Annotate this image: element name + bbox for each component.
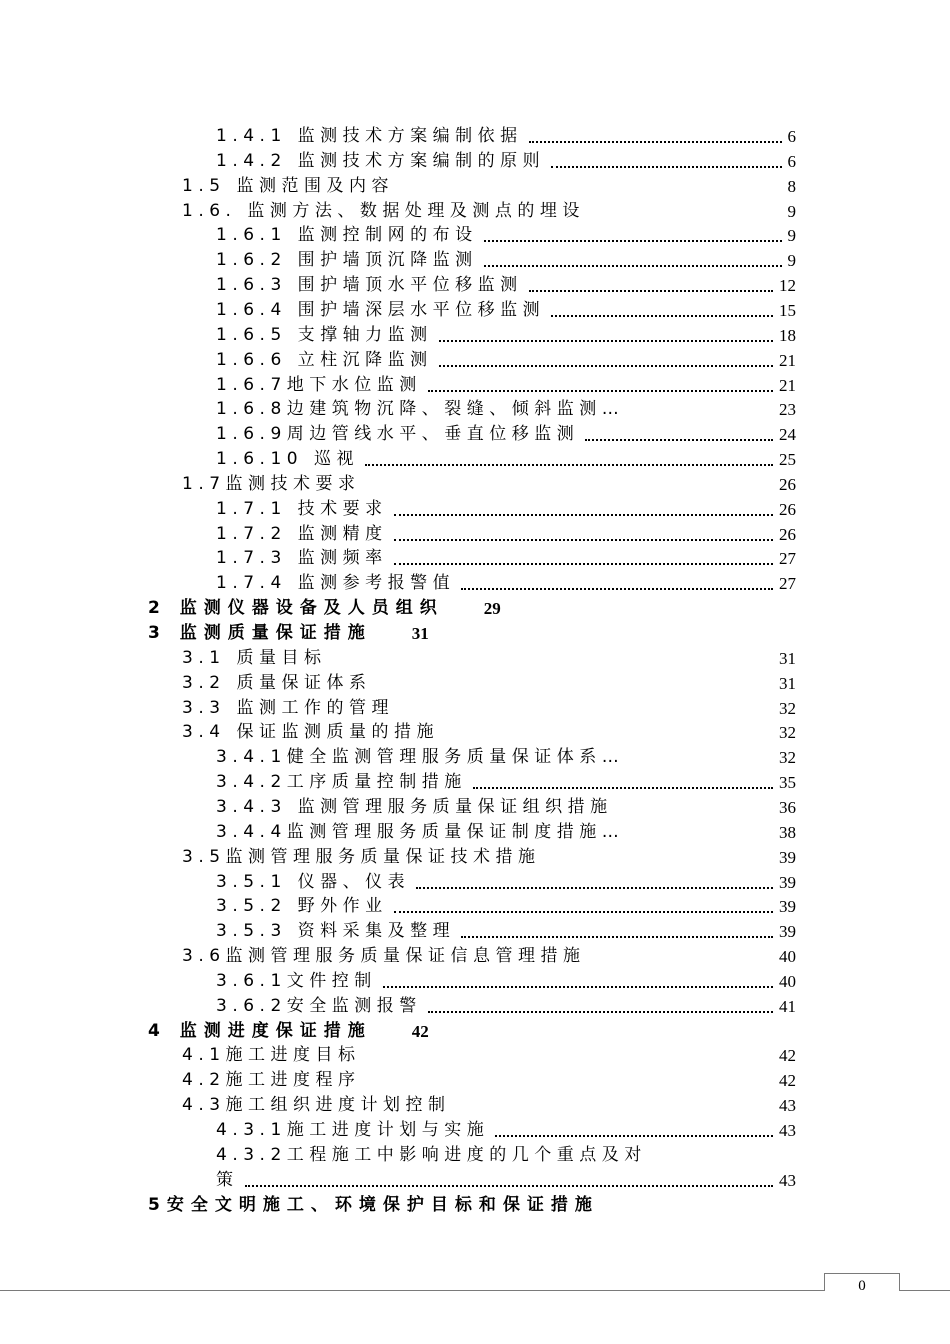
dot-leader: [377, 689, 773, 690]
toc-entry-page: 40: [779, 971, 796, 991]
dot-leader: [428, 389, 773, 392]
toc-entry-page: 6: [787, 151, 796, 171]
dot-leader: [400, 714, 773, 715]
toc-entry[interactable]: [182, 472, 796, 497]
toc-entry-title: 1.6.5 支撑轴力监测: [216, 324, 433, 345]
toc-entry[interactable]: [216, 745, 796, 770]
toc-entry-page: 9: [787, 226, 796, 246]
dot-leader: [245, 1184, 774, 1187]
toc-entry-title: 4.3施工组织进度计划控制: [182, 1095, 451, 1116]
toc-entry-title: 1.6.9周边管线水平、垂直位移监测: [216, 424, 580, 445]
dot-leader: [547, 863, 773, 864]
toc-entry-page: 12: [779, 276, 796, 296]
toc-entry[interactable]: [216, 397, 796, 422]
toc-entry[interactable]: [182, 1043, 796, 1068]
dot-leader: [367, 1086, 773, 1087]
toc-entry-title: 3.6.1文件控制: [216, 970, 377, 991]
footer-rule: [0, 1290, 950, 1291]
dot-leader: [585, 438, 773, 441]
dot-leader: [484, 264, 782, 267]
toc-entry-title: 3.4.3 监测管理服务质量保证组织措施: [216, 796, 613, 817]
toc-entry-page: 21: [779, 375, 796, 395]
toc-entry-page: 40: [779, 947, 796, 967]
toc-entry-title: 4.3.2工程施工中影响进度的几个重点及对: [216, 1144, 647, 1165]
toc-entry-title: 3.4.2工序质量控制措施: [216, 772, 467, 793]
dot-leader: [416, 886, 773, 889]
toc-entry[interactable]: [216, 248, 796, 273]
toc-entry-page: 15: [779, 300, 796, 320]
toc-entry-page: 42: [411, 1021, 429, 1041]
toc-entry-title: 1.7监测技术要求: [182, 473, 361, 494]
page-number: 0: [858, 1278, 866, 1294]
toc-entry-title: 3.5.1 仪器、仪表: [216, 871, 411, 892]
page-number-box: [824, 1273, 900, 1294]
toc-entry[interactable]: [216, 770, 796, 795]
toc-entry-title: 1.6.2 围护墙顶沉降监测: [216, 250, 478, 271]
toc-entry-page: 32: [779, 748, 796, 768]
toc-entry[interactable]: [182, 1093, 796, 1118]
dot-leader: [653, 1161, 790, 1162]
dot-leader: [551, 314, 773, 317]
dot-leader: [529, 140, 782, 143]
toc-entry[interactable]: [216, 323, 796, 348]
dot-leader: [383, 985, 773, 988]
toc-entry[interactable]: [216, 124, 796, 149]
toc-entry-title: 3.2 质量保证体系: [182, 672, 372, 693]
toc-entry[interactable]: [216, 919, 796, 944]
toc-entry-page: 39: [779, 922, 796, 942]
toc-entry[interactable]: [148, 596, 501, 621]
toc-entry-page: 31: [779, 673, 796, 693]
dot-leader: [400, 192, 782, 193]
toc-entry-page: 39: [779, 872, 796, 892]
toc-entry[interactable]: [182, 696, 796, 721]
toc-entry-title: 1.6.6 立柱沉降监测: [216, 349, 433, 370]
toc-entry-page: 32: [779, 698, 796, 718]
toc-entry-page: 18: [779, 325, 796, 345]
toc-entry[interactable]: [216, 298, 796, 323]
toc-entry[interactable]: [148, 1019, 429, 1044]
toc-entry-page: 39: [779, 847, 796, 867]
toc-entry-title: 3.1 质量目标: [182, 647, 327, 668]
toc-entry-title: 1.4.1 监测技术方案编制依据: [216, 126, 523, 146]
toc-entry-title: 1.6.3 围护墙顶水平位移监测: [216, 275, 523, 296]
toc-entry[interactable]: [182, 1068, 796, 1093]
dot-leader: [630, 763, 773, 764]
dot-leader: [592, 962, 773, 963]
toc-entry[interactable]: [216, 969, 796, 994]
toc-entry-page: 26: [779, 499, 796, 519]
dot-leader: [484, 239, 782, 242]
toc-entry[interactable]: [216, 422, 796, 447]
toc-entry[interactable]: [216, 546, 796, 571]
dot-leader: [457, 1111, 773, 1112]
toc-entry-page: 36: [779, 797, 796, 817]
toc-entry[interactable]: [216, 447, 796, 472]
toc-entry-page: 43: [779, 1096, 796, 1116]
toc-entry[interactable]: [182, 174, 796, 199]
toc-entry[interactable]: [216, 795, 796, 820]
dot-leader: [439, 339, 773, 342]
toc-entry[interactable]: [182, 944, 796, 969]
toc-entry-page: 43: [779, 1121, 796, 1140]
toc-entry-page: 27: [779, 574, 796, 594]
toc-entry-page: 21: [779, 350, 796, 370]
toc-entry-page: 9: [787, 251, 796, 271]
toc-entry[interactable]: [148, 1193, 639, 1218]
toc-entry[interactable]: [216, 870, 796, 895]
toc-entry-title: 1.6. 监测方法、数据处理及测点的埋设: [182, 200, 585, 221]
toc-entry[interactable]: [216, 273, 796, 298]
toc-entry-page: 9: [787, 201, 796, 221]
toc-entry-page: 6: [787, 127, 796, 146]
toc-entry-title: 3 监测质量保证措施: [148, 623, 372, 643]
toc-entry-page: 23: [779, 400, 796, 420]
toc-entry-title: 1.6.10 巡视: [216, 449, 359, 470]
dot-leader: [394, 562, 773, 565]
dot-leader: [551, 165, 781, 168]
toc-entry-title: 4 监测进度保证措施: [148, 1020, 372, 1041]
dot-leader: [394, 910, 773, 913]
toc-entry[interactable]: [216, 373, 796, 398]
toc-entry-page: 31: [779, 648, 796, 668]
toc-entry-title: 3.4.1健全监测管理服务质量保证体系…: [216, 747, 625, 768]
toc-entry[interactable]: [216, 820, 796, 845]
toc-entry-title: 3.3 监测工作的管理: [182, 697, 394, 718]
toc-entry-title: 1.6.4 围护墙深层水平位移监测: [216, 299, 546, 320]
dot-leader: [619, 813, 773, 814]
toc-entry-page: 31: [411, 624, 429, 643]
dot-leader: [473, 786, 773, 789]
toc-entry-page: 26: [779, 524, 796, 544]
toc-entry-page: 35: [779, 773, 796, 793]
toc-entry-title: 1.6.8边建筑物沉降、裂缝、倾斜监测…: [216, 399, 625, 420]
toc-entry-title: 1.4.2 监测技术方案编制的原则: [216, 150, 546, 171]
toc-entry[interactable]: [182, 845, 796, 870]
toc-entry[interactable]: [216, 1143, 796, 1168]
toc-entry-title: 5安全文明施工、环境保护目标和保证措施: [148, 1194, 599, 1215]
toc-entry-title: 2 监测仪器设备及人员组织: [148, 598, 444, 619]
toc-entry-title: 1.6.1 监测控制网的布设: [216, 225, 478, 246]
dot-leader: [367, 490, 773, 491]
toc-entry[interactable]: [216, 571, 796, 596]
toc-entry-title: 4.1施工进度目标: [182, 1045, 361, 1066]
toc-entry-title: 3.4 保证监测质量的措施: [182, 722, 439, 743]
toc-entry-title: 1.7.2 监测精度: [216, 523, 388, 544]
toc-entry-page: 24: [779, 425, 796, 445]
toc-entry-page: 41: [779, 996, 796, 1016]
dot-leader: [394, 538, 773, 541]
toc-entry[interactable]: [216, 894, 796, 919]
toc-entry-title: 1.7.3 监测频率: [216, 548, 388, 569]
dot-leader: [365, 463, 773, 466]
toc-entry-title: 4.2施工进度程序: [182, 1070, 361, 1091]
dot-leader: [495, 1134, 773, 1137]
toc-entry[interactable]: [148, 621, 429, 646]
toc-entry[interactable]: [216, 1118, 796, 1143]
toc-entry-page: 27: [779, 549, 796, 569]
toc-entry[interactable]: [216, 149, 796, 174]
dot-leader: [332, 664, 773, 665]
toc-entry-title: 3.4.4监测管理服务质量保证制度措施…: [216, 821, 625, 842]
toc-entry-page: 39: [779, 897, 796, 917]
toc-entry-title: 3.5.2 野外作业: [216, 896, 388, 917]
toc-entry[interactable]: [182, 199, 796, 224]
toc-entry[interactable]: [182, 671, 796, 696]
toc-entry-page: 29: [483, 599, 501, 619]
dot-leader: [630, 415, 773, 416]
dot-leader: [445, 738, 773, 739]
dot-leader: [461, 935, 773, 938]
dot-leader: [394, 513, 773, 516]
dot-leader: [630, 838, 773, 839]
toc-entry[interactable]: [182, 646, 796, 671]
toc-entry-page: 26: [779, 474, 796, 494]
toc-entry-title: 1.6.7地下水位监测: [216, 374, 422, 395]
toc-entry[interactable]: [216, 522, 796, 547]
toc-entry[interactable]: [216, 348, 796, 373]
toc-entry-page: 25: [779, 450, 796, 470]
toc-entry[interactable]: [182, 720, 796, 745]
toc-entry-title: 3.6.2安全监测报警: [216, 995, 422, 1016]
dot-leader: [591, 217, 782, 218]
toc-entry-page: 32: [779, 723, 796, 743]
toc-entry-page: 38: [779, 822, 796, 842]
toc-entry-page: 43: [779, 1170, 796, 1190]
dot-leader: [461, 587, 773, 590]
dot-leader: [529, 289, 773, 292]
toc-entry-title: 3.5监测管理服务质量保证技术措施: [182, 846, 541, 867]
toc-entry-title: 1.7.1 技术要求: [216, 498, 388, 519]
toc-entry-title: 3.5.3 资料采集及整理: [216, 921, 456, 942]
toc-entry[interactable]: [216, 994, 796, 1019]
toc-entry-title: 1.7.4 监测参考报警值: [216, 573, 456, 594]
toc-entry-title: 1.5 监测范围及内容: [182, 175, 394, 196]
toc-entry-title: 3.6监测管理服务质量保证信息管理措施: [182, 946, 586, 967]
dot-leader: [428, 1010, 773, 1013]
dot-leader: [367, 1061, 773, 1062]
toc-entry-page: 8: [787, 176, 796, 196]
toc-entry-page: 42: [779, 1046, 796, 1066]
toc-entry[interactable]: [216, 497, 796, 522]
toc-entry-page: 42: [779, 1071, 796, 1091]
toc-entry[interactable]: [216, 1168, 796, 1193]
toc-entry[interactable]: [216, 223, 796, 248]
toc-entry-title: 4.3.1施工进度计划与实施: [216, 1120, 490, 1140]
dot-leader: [439, 364, 773, 367]
toc-entry-title: 策: [216, 1169, 239, 1190]
